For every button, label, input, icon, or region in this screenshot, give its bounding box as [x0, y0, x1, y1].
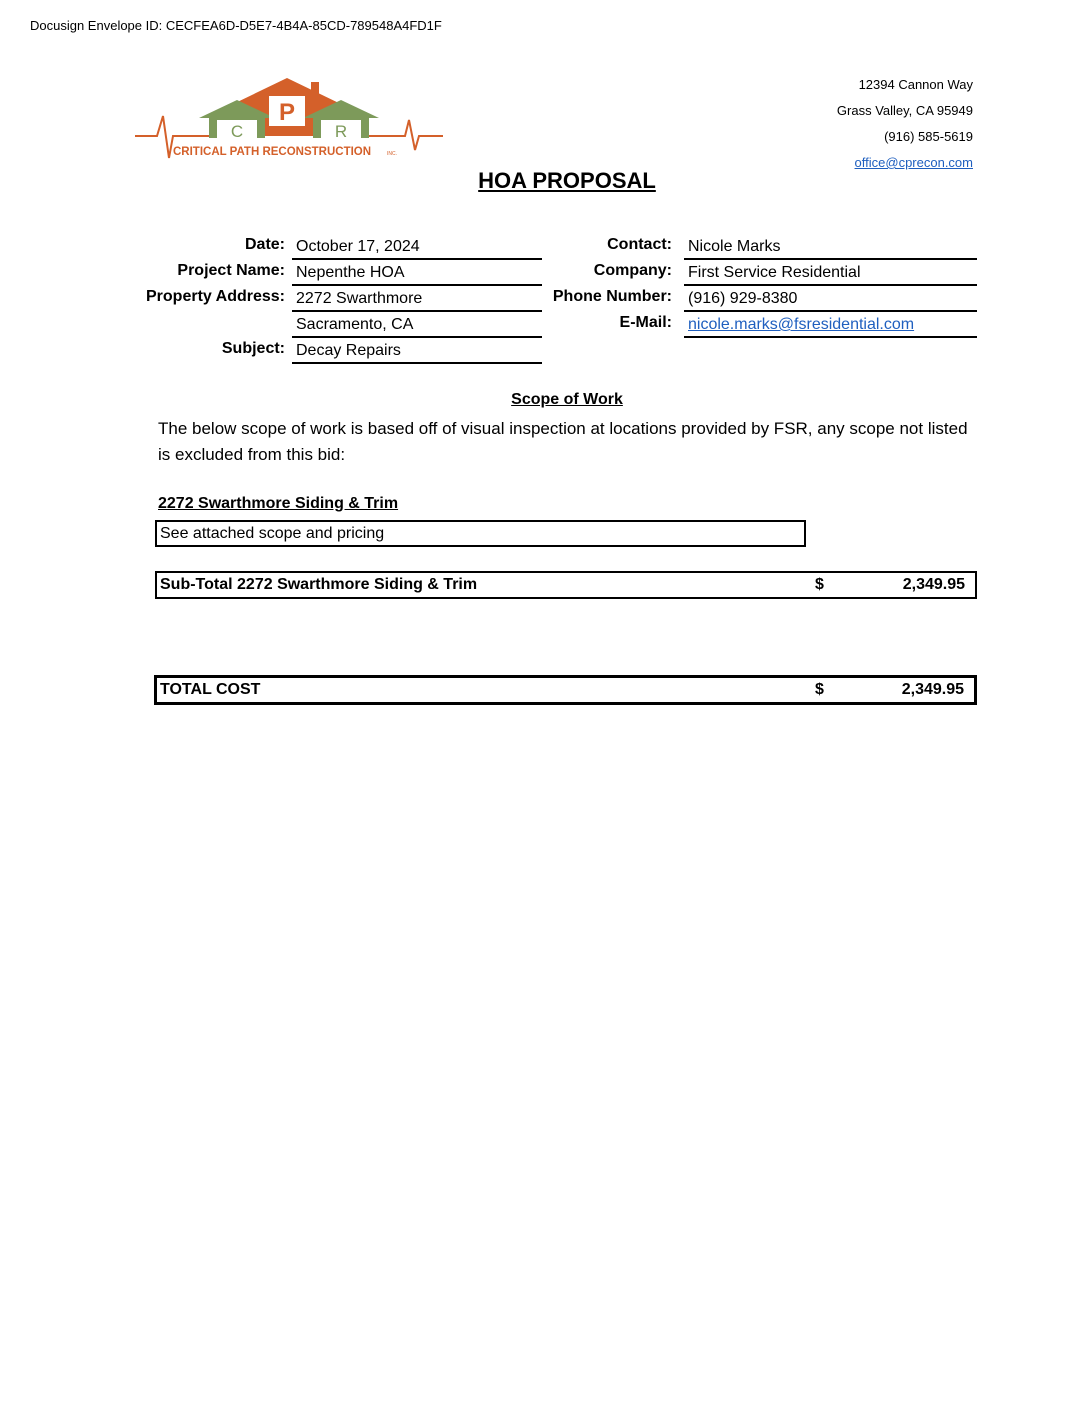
- date-label: Date:: [244, 236, 285, 253]
- phone-number-value: (916) 929-8380: [684, 288, 977, 312]
- company-address-block: [837, 72, 973, 176]
- total-cost-currency: $: [815, 681, 824, 698]
- logo-company-suffix: INC.: [387, 151, 397, 157]
- docusign-envelope-id: Docusign Envelope ID: CECFEA6D-D5E7-4B4A-85CD-789548A4FD1F: [30, 18, 442, 33]
- subtotal-label: Sub-Total 2272 Swarthmore Siding & Trim: [160, 576, 478, 593]
- total-cost-row: [154, 675, 977, 705]
- company-label: Company:: [593, 262, 672, 279]
- company-value: First Service Residential: [684, 262, 977, 286]
- logo-company-name: CRITICAL PATH RECONSTRUCTION: [173, 146, 372, 158]
- email-value: [684, 314, 977, 338]
- property-address-label: Property Address:: [146, 288, 285, 305]
- phone-number-label: Phone Number:: [552, 288, 672, 305]
- subtotal-row: [155, 571, 977, 599]
- line-item-row: [155, 520, 806, 547]
- document-title: HOA PROPOSAL: [478, 168, 656, 193]
- company-city: Grass Valley, CA 95949: [836, 103, 973, 118]
- logo-letter-c: C: [230, 122, 244, 141]
- contact-label: Contact:: [607, 236, 672, 253]
- company-street: 12394 Cannon Way: [858, 77, 973, 92]
- email-label: E-Mail:: [619, 314, 672, 331]
- logo-letter-p: P: [278, 99, 296, 126]
- subject-value: Decay Repairs: [292, 340, 542, 364]
- property-address-line2: Sacramento, CA: [292, 314, 542, 338]
- contact-value: Nicole Marks: [684, 236, 977, 260]
- logo-letter-r: R: [334, 122, 348, 141]
- property-address-line1: 2272 Swarthmore: [292, 288, 542, 312]
- scope-description: The below scope of work is based off of visual inspection at locations provided by FSR, any scope not listed is excluded from this bid:: [158, 419, 968, 464]
- subject-label: Subject:: [221, 340, 285, 357]
- house-logo-icon: [133, 76, 445, 162]
- company-phone: (916) 585-5619: [884, 129, 973, 144]
- section-heading: 2272 Swarthmore Siding & Trim: [158, 495, 399, 512]
- company-email-link[interactable]: office@cprecon.com: [854, 155, 973, 170]
- company-logo: [133, 76, 445, 162]
- subtotal-currency: $: [815, 576, 824, 593]
- total-cost-label: TOTAL COST: [160, 681, 261, 698]
- project-name-value: Nepenthe HOA: [292, 262, 542, 286]
- project-name-label: Project Name:: [177, 262, 285, 279]
- line-item-text: See attached scope and pricing: [160, 525, 385, 542]
- scope-of-work-heading: Scope of Work: [511, 391, 623, 408]
- date-value: October 17, 2024: [292, 236, 542, 260]
- total-cost-amount: 2,349.95: [901, 681, 964, 698]
- subtotal-amount: 2,349.95: [902, 576, 965, 593]
- contact-email-link[interactable]: nicole.marks@fsresidential.com: [688, 316, 915, 333]
